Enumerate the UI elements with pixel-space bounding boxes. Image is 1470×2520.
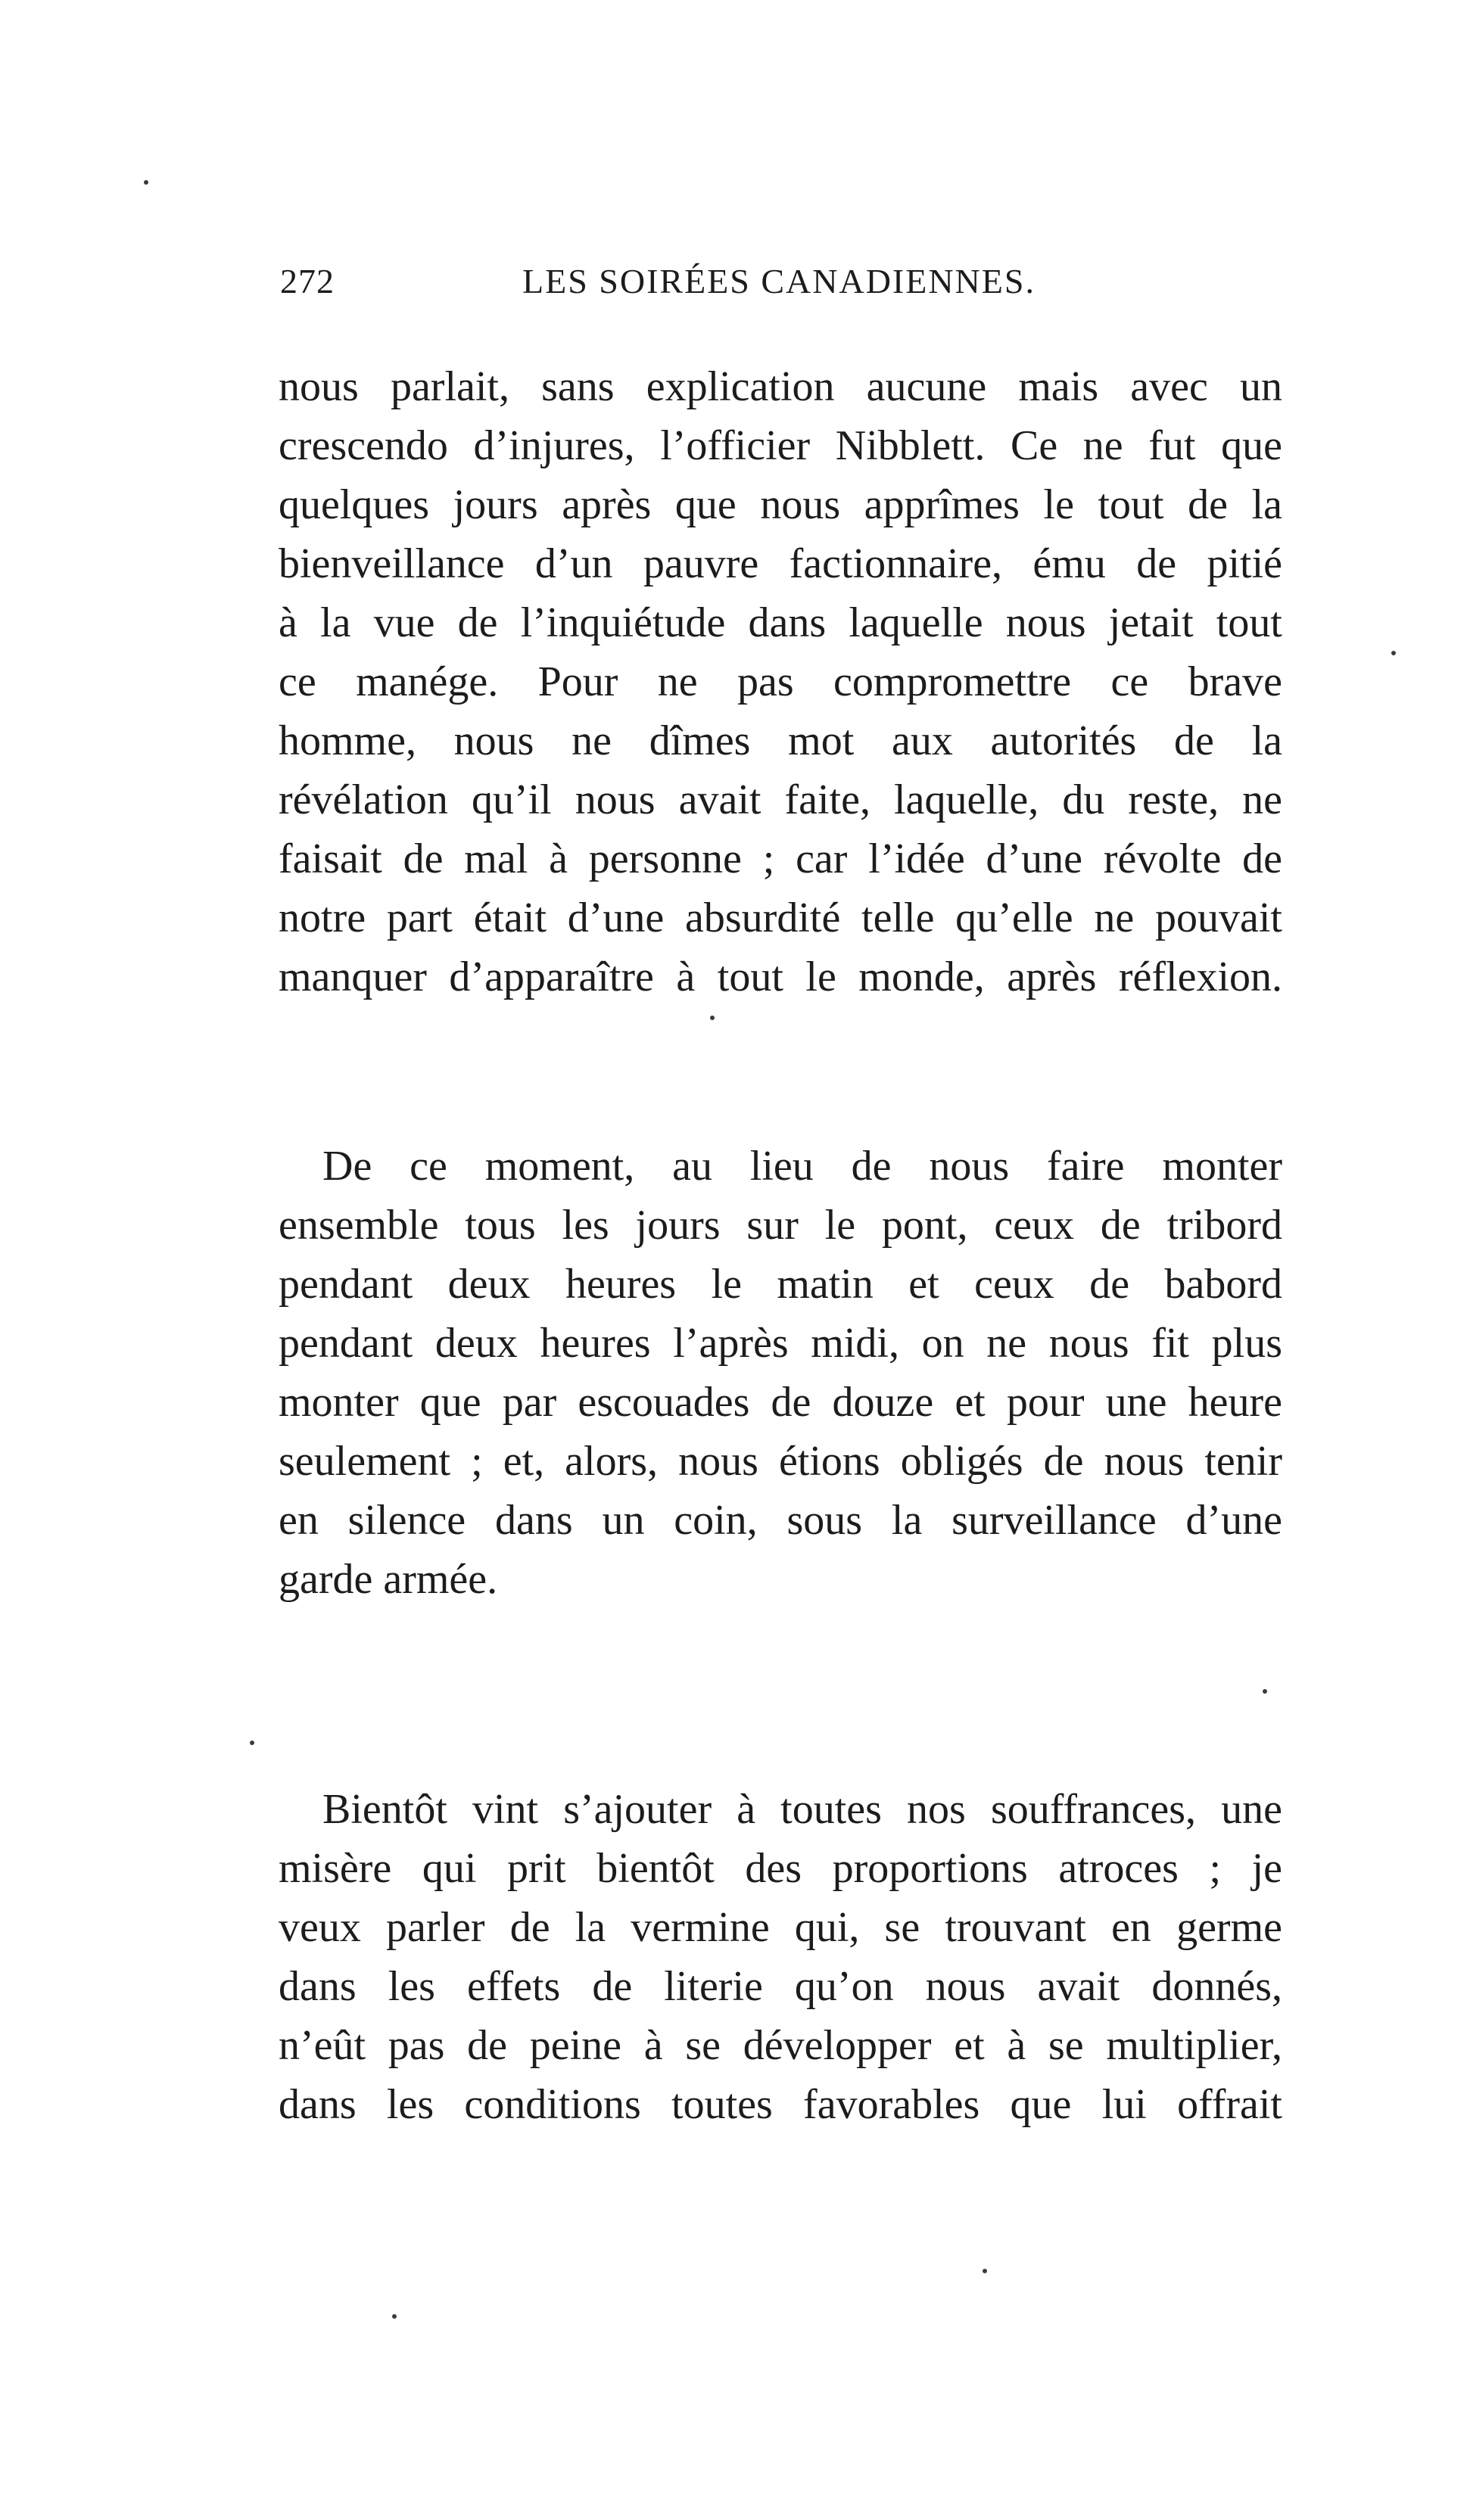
text-line: De ce moment, au lieu de nous faire monter [322, 1143, 1282, 1190]
text-line: crescendo d’injures, l’officier Nibblett. Ce ne fut que [279, 422, 1282, 469]
page-number: 272 [280, 262, 335, 300]
text-line: veux parler de la vermine qui, se trouvant en germe [279, 1904, 1282, 1951]
text-line: garde armée. [279, 1556, 498, 1603]
text-line: Bientôt vint s’ajouter à toutes nos souffrances, une [322, 1786, 1282, 1833]
text-line: faisait de mal à personne ; car l’idée d’une révolte de [279, 835, 1282, 882]
text-line: en silence dans un coin, sous la surveillance d’une [279, 1497, 1282, 1544]
text-line: à la vue de l’inquiétude dans laquelle nous jetait tout [279, 599, 1282, 646]
paragraph-1 [279, 357, 1282, 1006]
scan-speck [983, 2269, 987, 2273]
text-line: n’eût pas de peine à se développer et à se multiplier, [279, 2022, 1282, 2069]
text-line: monter que par escouades de douze et pour une heure [279, 1379, 1282, 1426]
page-header [280, 261, 1287, 314]
text-line: bienveillance d’un pauvre factionnaire, ému de pitié [279, 540, 1282, 587]
text-line: misère qui prit bientôt des proportions atroces ; je [279, 1845, 1282, 1892]
text-line: quelques jours après que nous apprîmes le tout de la [279, 481, 1282, 528]
paragraph-2 [279, 1137, 1282, 1609]
text-line: ce manége. Pour ne pas compromettre ce brave [279, 658, 1282, 705]
scan-speck [392, 2314, 397, 2319]
scan-speck [1391, 651, 1396, 655]
text-line: pendant deux heures l’après midi, on ne nous fit plus [279, 1320, 1282, 1367]
text-line: pendant deux heures le matin et ceux de babord [279, 1261, 1282, 1308]
text-line: homme, nous ne dîmes mot aux autorités de la [279, 717, 1282, 764]
text-line: notre part était d’une absurdité telle qu’elle ne pouvait [279, 894, 1282, 941]
text-line: ensemble tous les jours sur le pont, ceux de tribord [279, 1202, 1282, 1249]
text-line: manquer d’apparaître à tout le monde, après réflexion. [279, 954, 1282, 1000]
text-line: dans les effets de literie qu’on nous avait donnés, [279, 1963, 1282, 2010]
paragraph-3 [279, 1780, 1282, 2134]
running-title: LES SOIRÉES CANADIENNES. [522, 262, 1036, 300]
scan-speck [144, 180, 148, 185]
scan-speck [710, 1016, 715, 1020]
scan-speck [250, 1741, 254, 1745]
text-line: seulement ; et, alors, nous étions obligés de nous tenir [279, 1438, 1282, 1485]
text-line: révélation qu’il nous avait faite, laquelle, du reste, ne [279, 776, 1282, 823]
scan-speck [1263, 1689, 1267, 1694]
text-line: dans les conditions toutes favorables que lui offrait [279, 2081, 1282, 2128]
text-line: nous parlait, sans explication aucune mais avec un [279, 363, 1282, 410]
